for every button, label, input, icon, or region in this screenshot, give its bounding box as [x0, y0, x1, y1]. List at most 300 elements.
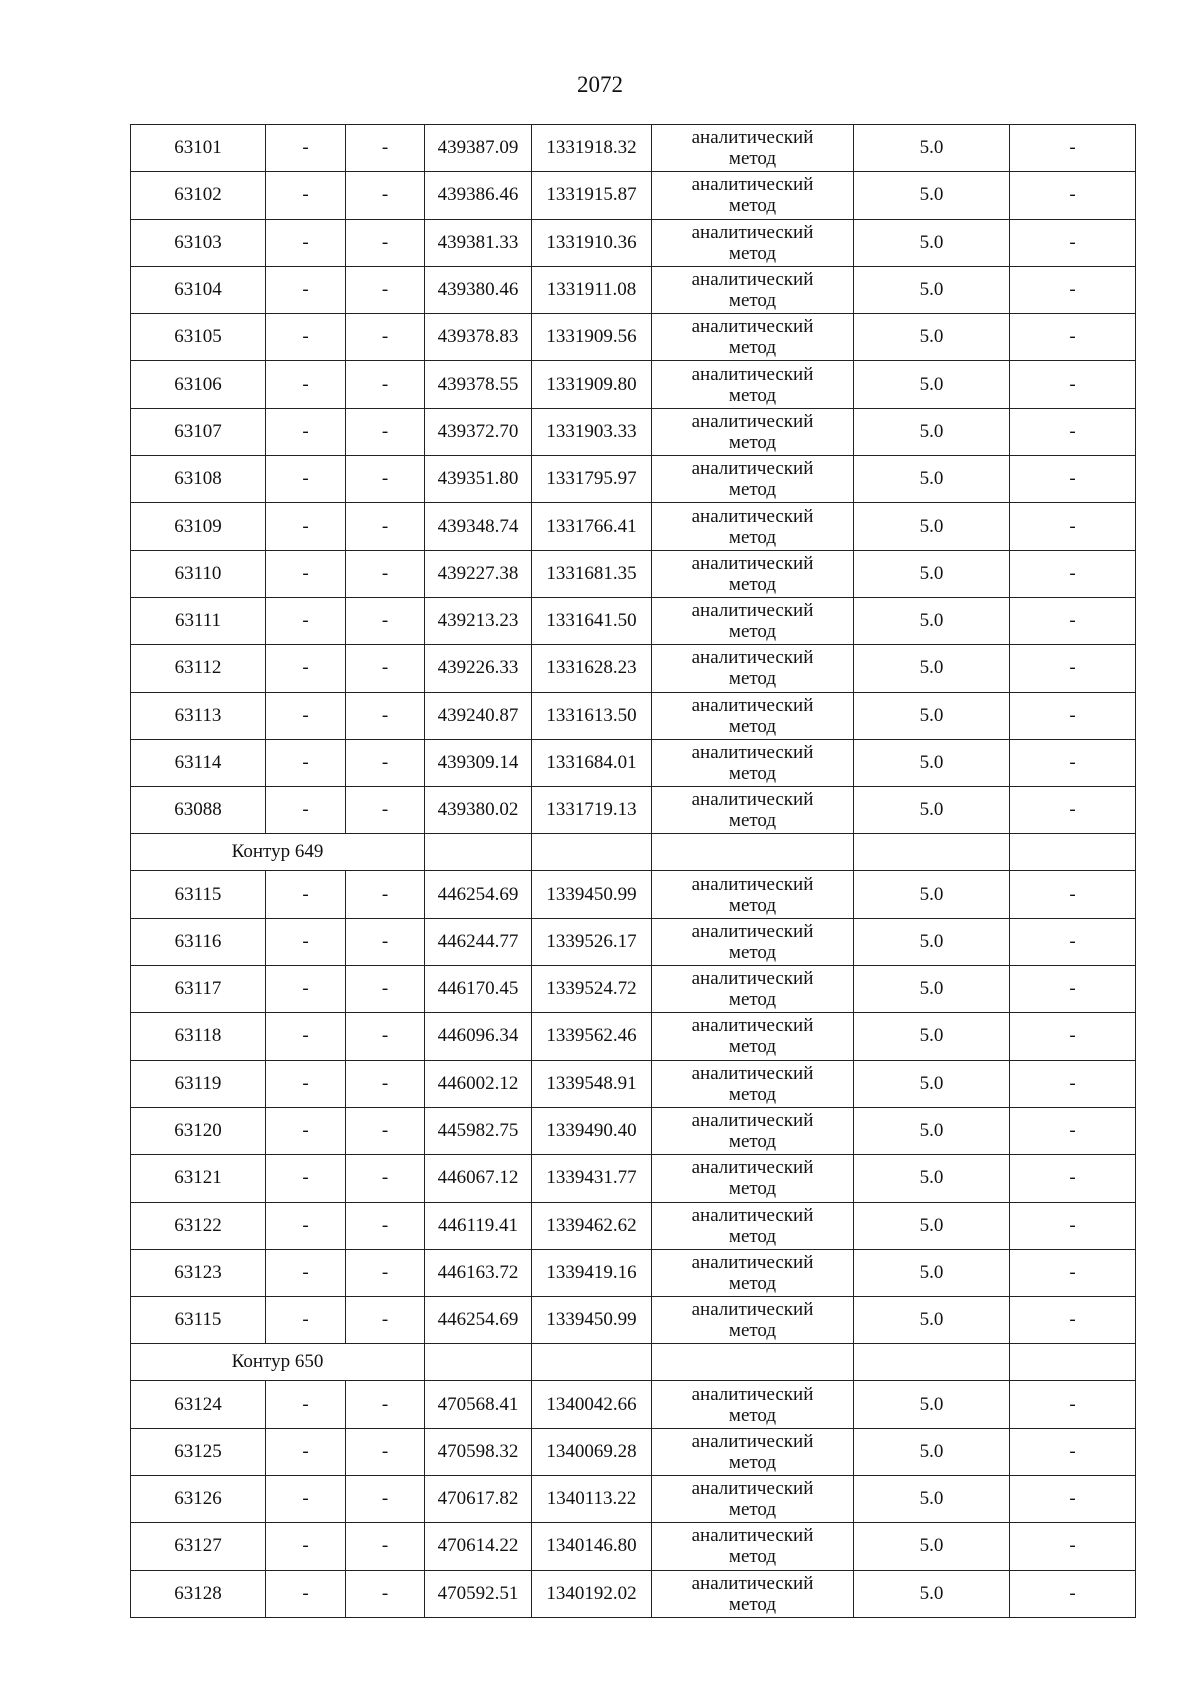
- method-text: метод: [728, 337, 777, 359]
- method-text: аналитический: [691, 920, 814, 942]
- point-id-cell: 63106: [131, 361, 266, 408]
- method-cell: [652, 408, 854, 455]
- method-cell: [652, 871, 854, 918]
- method-text: метод: [728, 1320, 777, 1342]
- method-text: метод: [728, 894, 777, 916]
- dash-cell: -: [1010, 314, 1136, 361]
- y-coordinate-cell: 1340192.02: [532, 1570, 652, 1617]
- dash-cell: -: [266, 219, 346, 266]
- method-cell: [652, 1570, 854, 1617]
- method-text: аналитический: [691, 127, 814, 149]
- method-text: аналитический: [691, 789, 814, 811]
- accuracy-cell: 5.0: [854, 550, 1010, 597]
- dash-cell: -: [266, 172, 346, 219]
- method-cell: [652, 172, 854, 219]
- x-coordinate-cell: 439227.38: [425, 550, 532, 597]
- dash-cell: -: [346, 1155, 425, 1202]
- y-coordinate-cell: 1331911.08: [532, 266, 652, 313]
- dash-cell: -: [266, 1476, 346, 1523]
- method-text: аналитический: [691, 316, 814, 338]
- y-coordinate-cell: 1331903.33: [532, 408, 652, 455]
- method-cell: [652, 1060, 854, 1107]
- x-coordinate-cell: 470617.82: [425, 1476, 532, 1523]
- method-text: метод: [728, 763, 777, 784]
- dash-cell: -: [346, 1297, 425, 1344]
- dash-cell: -: [266, 408, 346, 455]
- dash-cell: -: [266, 361, 346, 408]
- dash-cell: -: [1010, 1107, 1136, 1154]
- method-cell: [652, 503, 854, 550]
- contour-header-row: [131, 834, 1136, 871]
- table-row: [131, 966, 1136, 1013]
- empty-cell: [652, 1344, 854, 1381]
- table-row: [131, 266, 1136, 313]
- point-id-cell: 63112: [131, 645, 266, 692]
- y-coordinate-cell: 1331795.97: [532, 456, 652, 503]
- dash-cell: -: [1010, 125, 1136, 172]
- method-text: аналитический: [691, 458, 814, 480]
- point-id-cell: 63126: [131, 1476, 266, 1523]
- contour-header-row: [131, 1344, 1136, 1381]
- dash-cell: -: [346, 503, 425, 550]
- dash-cell: -: [346, 1249, 425, 1296]
- dash-cell: -: [266, 125, 346, 172]
- y-coordinate-cell: 1340069.28: [532, 1428, 652, 1475]
- accuracy-cell: 5.0: [854, 645, 1010, 692]
- method-text: аналитический: [691, 647, 814, 669]
- empty-cell: [532, 1344, 652, 1381]
- x-coordinate-cell: 445982.75: [425, 1107, 532, 1154]
- y-coordinate-cell: 1339548.91: [532, 1060, 652, 1107]
- accuracy-cell: 5.0: [854, 871, 1010, 918]
- empty-cell: [1010, 1344, 1136, 1381]
- dash-cell: -: [1010, 408, 1136, 455]
- point-id-cell: 63105: [131, 314, 266, 361]
- method-text: метод: [728, 1593, 777, 1615]
- table-row: [131, 787, 1136, 834]
- dash-cell: -: [266, 314, 346, 361]
- point-id-cell: 63127: [131, 1523, 266, 1570]
- dash-cell: -: [266, 1249, 346, 1296]
- dash-cell: -: [1010, 918, 1136, 965]
- x-coordinate-cell: 446244.77: [425, 918, 532, 965]
- method-text: аналитический: [691, 1299, 814, 1321]
- empty-cell: [1010, 834, 1136, 871]
- table-row: [131, 503, 1136, 550]
- dash-cell: -: [266, 1155, 346, 1202]
- point-id-cell: 63123: [131, 1249, 266, 1296]
- method-text: метод: [728, 989, 777, 1011]
- table-row: [131, 1476, 1136, 1523]
- empty-cell: [532, 834, 652, 871]
- x-coordinate-cell: 439213.23: [425, 597, 532, 644]
- x-coordinate-cell: 439351.80: [425, 456, 532, 503]
- empty-cell: [425, 1344, 532, 1381]
- accuracy-cell: 5.0: [854, 692, 1010, 739]
- table-row: [131, 1523, 1136, 1570]
- method-cell: [652, 1297, 854, 1344]
- page-number: 2072: [577, 72, 623, 97]
- method-text: метод: [728, 1178, 777, 1200]
- accuracy-cell: 5.0: [854, 219, 1010, 266]
- method-text: метод: [728, 1546, 777, 1568]
- method-text: метод: [728, 668, 777, 690]
- dash-cell: -: [346, 1523, 425, 1570]
- method-cell: [652, 550, 854, 597]
- x-coordinate-cell: 470568.41: [425, 1381, 532, 1428]
- dash-cell: -: [346, 1428, 425, 1475]
- table-row: [131, 219, 1136, 266]
- accuracy-cell: 5.0: [854, 1013, 1010, 1060]
- method-text: метод: [728, 715, 777, 737]
- dash-cell: -: [346, 1570, 425, 1617]
- table-row: [131, 1428, 1136, 1475]
- table-row: [131, 361, 1136, 408]
- method-text: аналитический: [691, 1383, 814, 1405]
- y-coordinate-cell: 1331910.36: [532, 219, 652, 266]
- dash-cell: -: [1010, 550, 1136, 597]
- x-coordinate-cell: 470614.22: [425, 1523, 532, 1570]
- x-coordinate-cell: 446119.41: [425, 1202, 532, 1249]
- accuracy-cell: 5.0: [854, 125, 1010, 172]
- method-cell: [652, 1381, 854, 1428]
- x-coordinate-cell: 439378.83: [425, 314, 532, 361]
- method-text: аналитический: [691, 505, 814, 527]
- dash-cell: -: [266, 1523, 346, 1570]
- method-cell: [652, 1476, 854, 1523]
- table-row: [131, 1060, 1136, 1107]
- dash-cell: -: [1010, 871, 1136, 918]
- point-id-cell: 63101: [131, 125, 266, 172]
- dash-cell: -: [1010, 1013, 1136, 1060]
- x-coordinate-cell: 439386.46: [425, 172, 532, 219]
- dash-cell: -: [266, 918, 346, 965]
- method-text: аналитический: [691, 1110, 814, 1132]
- dash-cell: -: [346, 645, 425, 692]
- x-coordinate-cell: 439348.74: [425, 503, 532, 550]
- method-text: метод: [728, 1404, 777, 1426]
- table-row: [131, 172, 1136, 219]
- method-text: аналитический: [691, 600, 814, 622]
- accuracy-cell: 5.0: [854, 1107, 1010, 1154]
- method-text: метод: [728, 1083, 777, 1105]
- table-row: [131, 1249, 1136, 1296]
- y-coordinate-cell: 1339419.16: [532, 1249, 652, 1296]
- method-text: метод: [728, 941, 777, 963]
- method-text: аналитический: [691, 1015, 814, 1037]
- method-text: метод: [728, 148, 777, 170]
- x-coordinate-cell: 439380.46: [425, 266, 532, 313]
- dash-cell: -: [1010, 692, 1136, 739]
- table-row: [131, 125, 1136, 172]
- dash-cell: -: [346, 1013, 425, 1060]
- dash-cell: -: [1010, 966, 1136, 1013]
- y-coordinate-cell: 1339490.40: [532, 1107, 652, 1154]
- accuracy-cell: 5.0: [854, 1202, 1010, 1249]
- method-cell: [652, 966, 854, 1013]
- method-text: аналитический: [691, 363, 814, 385]
- dash-cell: -: [346, 408, 425, 455]
- dash-cell: -: [266, 597, 346, 644]
- dash-cell: -: [266, 503, 346, 550]
- dash-cell: -: [346, 918, 425, 965]
- table-row: [131, 1297, 1136, 1344]
- x-coordinate-cell: 470598.32: [425, 1428, 532, 1475]
- method-text: метод: [728, 573, 777, 595]
- x-coordinate-cell: 446096.34: [425, 1013, 532, 1060]
- method-text: метод: [728, 479, 777, 501]
- y-coordinate-cell: 1340042.66: [532, 1381, 652, 1428]
- method-text: метод: [728, 195, 777, 217]
- dash-cell: -: [1010, 456, 1136, 503]
- dash-cell: -: [266, 966, 346, 1013]
- y-coordinate-cell: 1331766.41: [532, 503, 652, 550]
- dash-cell: -: [266, 550, 346, 597]
- dash-cell: -: [266, 645, 346, 692]
- method-cell: [652, 597, 854, 644]
- x-coordinate-cell: 439380.02: [425, 787, 532, 834]
- method-cell: [652, 1202, 854, 1249]
- method-text: аналитический: [691, 269, 814, 291]
- x-coordinate-cell: 439240.87: [425, 692, 532, 739]
- accuracy-cell: 5.0: [854, 456, 1010, 503]
- dash-cell: -: [266, 1570, 346, 1617]
- x-coordinate-cell: 439378.55: [425, 361, 532, 408]
- point-id-cell: 63116: [131, 918, 266, 965]
- method-text: аналитический: [691, 968, 814, 990]
- x-coordinate-cell: 439226.33: [425, 645, 532, 692]
- accuracy-cell: 5.0: [854, 1476, 1010, 1523]
- accuracy-cell: 5.0: [854, 408, 1010, 455]
- method-cell: [652, 645, 854, 692]
- y-coordinate-cell: 1331918.32: [532, 125, 652, 172]
- dash-cell: -: [266, 1202, 346, 1249]
- empty-cell: [854, 834, 1010, 871]
- dash-cell: -: [1010, 1297, 1136, 1344]
- x-coordinate-cell: 439387.09: [425, 125, 532, 172]
- dash-cell: -: [346, 361, 425, 408]
- point-id-cell: 63119: [131, 1060, 266, 1107]
- method-text: аналитический: [691, 1204, 814, 1226]
- dash-cell: -: [346, 314, 425, 361]
- dash-cell: -: [1010, 266, 1136, 313]
- accuracy-cell: 5.0: [854, 266, 1010, 313]
- method-cell: [652, 1249, 854, 1296]
- table-row: [131, 645, 1136, 692]
- dash-cell: -: [346, 966, 425, 1013]
- point-id-cell: 63103: [131, 219, 266, 266]
- table-row: [131, 456, 1136, 503]
- method-cell: [652, 918, 854, 965]
- point-id-cell: 63110: [131, 550, 266, 597]
- accuracy-cell: 5.0: [854, 787, 1010, 834]
- dash-cell: -: [1010, 739, 1136, 786]
- method-cell: [652, 1107, 854, 1154]
- method-text: аналитический: [691, 410, 814, 432]
- point-id-cell: 63118: [131, 1013, 266, 1060]
- y-coordinate-cell: 1339450.99: [532, 871, 652, 918]
- dash-cell: -: [266, 1060, 346, 1107]
- dash-cell: -: [346, 219, 425, 266]
- point-id-cell: 63113: [131, 692, 266, 739]
- method-text: метод: [728, 1225, 777, 1247]
- dash-cell: -: [346, 125, 425, 172]
- dash-cell: -: [346, 871, 425, 918]
- dash-cell: -: [346, 266, 425, 313]
- dash-cell: -: [1010, 1428, 1136, 1475]
- method-text: аналитический: [691, 221, 814, 243]
- x-coordinate-cell: 446163.72: [425, 1249, 532, 1296]
- method-cell: [652, 266, 854, 313]
- y-coordinate-cell: 1339526.17: [532, 918, 652, 965]
- dash-cell: -: [266, 1297, 346, 1344]
- x-coordinate-cell: 470592.51: [425, 1570, 532, 1617]
- method-text: аналитический: [691, 873, 814, 895]
- method-text: аналитический: [691, 552, 814, 574]
- accuracy-cell: 5.0: [854, 314, 1010, 361]
- dash-cell: -: [1010, 1155, 1136, 1202]
- method-text: аналитический: [691, 1062, 814, 1084]
- x-coordinate-cell: 439381.33: [425, 219, 532, 266]
- dash-cell: -: [346, 597, 425, 644]
- dash-cell: -: [346, 1107, 425, 1154]
- x-coordinate-cell: 446170.45: [425, 966, 532, 1013]
- x-coordinate-cell: 446067.12: [425, 1155, 532, 1202]
- y-coordinate-cell: 1339462.62: [532, 1202, 652, 1249]
- dash-cell: -: [1010, 1202, 1136, 1249]
- dash-cell: -: [266, 787, 346, 834]
- accuracy-cell: 5.0: [854, 966, 1010, 1013]
- table-row: [131, 1107, 1136, 1154]
- method-text: метод: [728, 431, 777, 453]
- y-coordinate-cell: 1331915.87: [532, 172, 652, 219]
- table-row: [131, 408, 1136, 455]
- point-id-cell: 63121: [131, 1155, 266, 1202]
- method-cell: [652, 739, 854, 786]
- y-coordinate-cell: 1331641.50: [532, 597, 652, 644]
- accuracy-cell: 5.0: [854, 1249, 1010, 1296]
- dash-cell: -: [346, 1202, 425, 1249]
- method-text: метод: [728, 384, 777, 406]
- point-id-cell: 63109: [131, 503, 266, 550]
- dash-cell: -: [346, 550, 425, 597]
- method-cell: [652, 314, 854, 361]
- method-text: метод: [728, 242, 777, 264]
- dash-cell: -: [1010, 219, 1136, 266]
- method-cell: [652, 1155, 854, 1202]
- table-row: [131, 918, 1136, 965]
- point-id-cell: 63120: [131, 1107, 266, 1154]
- accuracy-cell: 5.0: [854, 1381, 1010, 1428]
- x-coordinate-cell: 439309.14: [425, 739, 532, 786]
- accuracy-cell: 5.0: [854, 1155, 1010, 1202]
- accuracy-cell: 5.0: [854, 1060, 1010, 1107]
- accuracy-cell: 5.0: [854, 1297, 1010, 1344]
- point-id-cell: 63107: [131, 408, 266, 455]
- dash-cell: -: [346, 692, 425, 739]
- point-id-cell: 63115: [131, 1297, 266, 1344]
- point-id-cell: 63128: [131, 1570, 266, 1617]
- table-row: [131, 1202, 1136, 1249]
- dash-cell: -: [346, 1060, 425, 1107]
- dash-cell: -: [1010, 1523, 1136, 1570]
- dash-cell: -: [346, 1476, 425, 1523]
- method-text: метод: [728, 526, 777, 548]
- method-text: аналитический: [691, 174, 814, 196]
- point-id-cell: 63124: [131, 1381, 266, 1428]
- method-cell: [652, 1523, 854, 1570]
- method-text: метод: [728, 1272, 777, 1294]
- method-text: аналитический: [691, 1430, 814, 1452]
- empty-cell: [854, 1344, 1010, 1381]
- method-text: метод: [728, 621, 777, 643]
- coordinates-table: [130, 124, 1136, 1618]
- point-id-cell: 63114: [131, 739, 266, 786]
- accuracy-cell: 5.0: [854, 361, 1010, 408]
- table-row: [131, 1381, 1136, 1428]
- contour-label: Контур 650: [131, 1344, 425, 1381]
- point-id-cell: 63125: [131, 1428, 266, 1475]
- point-id-cell: 63088: [131, 787, 266, 834]
- y-coordinate-cell: 1339524.72: [532, 966, 652, 1013]
- y-coordinate-cell: 1331909.80: [532, 361, 652, 408]
- table-row: [131, 1013, 1136, 1060]
- table-row: [131, 692, 1136, 739]
- dash-cell: -: [1010, 1060, 1136, 1107]
- method-text: аналитический: [691, 1157, 814, 1179]
- dash-cell: -: [1010, 597, 1136, 644]
- dash-cell: -: [346, 456, 425, 503]
- dash-cell: -: [266, 1107, 346, 1154]
- table-row: [131, 871, 1136, 918]
- dash-cell: -: [346, 739, 425, 786]
- method-cell: [652, 787, 854, 834]
- point-id-cell: 63117: [131, 966, 266, 1013]
- method-text: метод: [728, 1451, 777, 1473]
- method-text: аналитический: [691, 1572, 814, 1594]
- dash-cell: -: [1010, 645, 1136, 692]
- table-row: [131, 1570, 1136, 1617]
- method-text: метод: [728, 1131, 777, 1153]
- dash-cell: -: [346, 1381, 425, 1428]
- contour-label: Контур 649: [131, 834, 425, 871]
- dash-cell: -: [1010, 1381, 1136, 1428]
- method-text: аналитический: [691, 742, 814, 763]
- accuracy-cell: 5.0: [854, 172, 1010, 219]
- dash-cell: -: [346, 172, 425, 219]
- x-coordinate-cell: 446254.69: [425, 871, 532, 918]
- dash-cell: -: [1010, 787, 1136, 834]
- table-row: [131, 739, 1136, 786]
- dash-cell: -: [266, 692, 346, 739]
- y-coordinate-cell: 1331681.35: [532, 550, 652, 597]
- dash-cell: -: [266, 1013, 346, 1060]
- dash-cell: -: [1010, 1570, 1136, 1617]
- table-row: [131, 597, 1136, 644]
- empty-cell: [652, 834, 854, 871]
- x-coordinate-cell: 439372.70: [425, 408, 532, 455]
- y-coordinate-cell: 1331628.23: [532, 645, 652, 692]
- dash-cell: -: [266, 739, 346, 786]
- y-coordinate-cell: 1339562.46: [532, 1013, 652, 1060]
- accuracy-cell: 5.0: [854, 1570, 1010, 1617]
- y-coordinate-cell: 1331613.50: [532, 692, 652, 739]
- x-coordinate-cell: 446002.12: [425, 1060, 532, 1107]
- table-row: [131, 550, 1136, 597]
- method-cell: [652, 456, 854, 503]
- accuracy-cell: 5.0: [854, 918, 1010, 965]
- accuracy-cell: 5.0: [854, 1428, 1010, 1475]
